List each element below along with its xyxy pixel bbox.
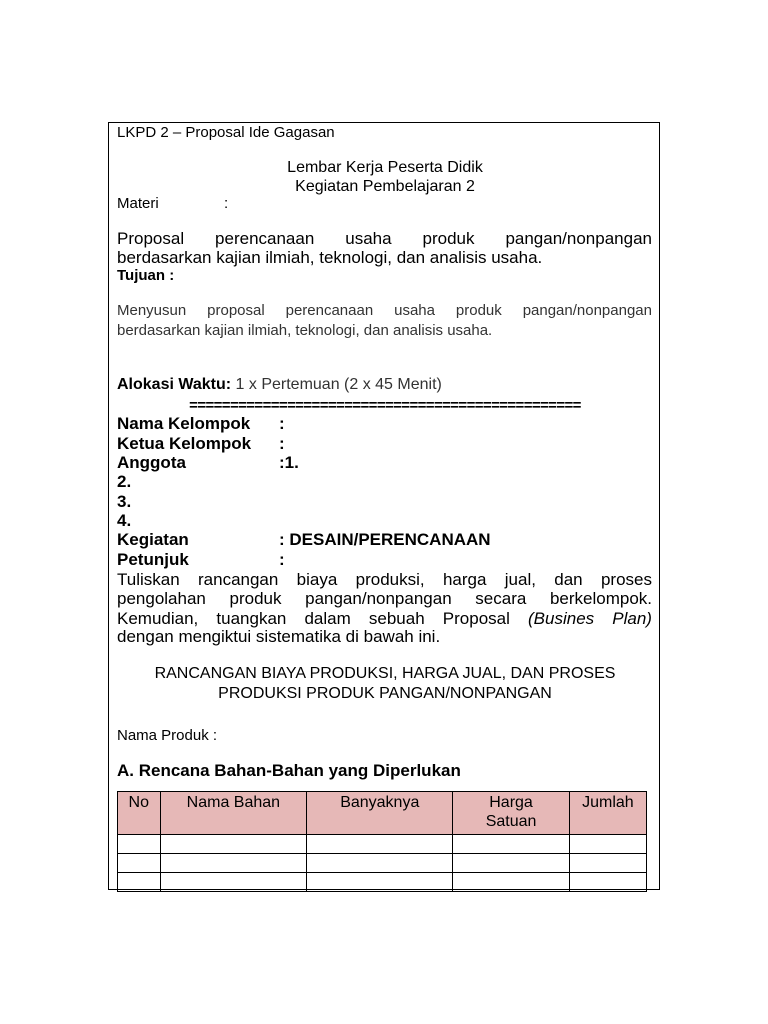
table-row xyxy=(118,853,647,872)
table-cell[interactable] xyxy=(160,853,307,872)
table-cell[interactable] xyxy=(569,853,646,872)
lkpd-title: LKPD 2 – Proposal Ide Gagasan xyxy=(117,124,335,141)
column-header-nama-bahan: Nama Bahan xyxy=(160,792,307,835)
table-cell[interactable] xyxy=(118,853,161,872)
alokasi-label: Alokasi Waktu: xyxy=(117,376,232,393)
busines-plan-italic: (Busines Plan) xyxy=(528,609,652,628)
petunjuk-label: Petunjuk xyxy=(117,550,189,569)
table-cell[interactable] xyxy=(453,853,569,872)
table-cell[interactable] xyxy=(160,834,307,853)
petunjuk-line-3: Kemudian, tuangkan dalam sebuah Proposal (Busines Plan) xyxy=(117,609,652,628)
table-cell[interactable] xyxy=(307,872,453,891)
anggota-item: 4. xyxy=(117,511,132,530)
petunjuk-line-4: dengan mengiktui sistematika di bawah ini. xyxy=(117,627,441,646)
tujuan-line-1: Menyusun proposal perencanaan usaha produk pangan/nonpangan xyxy=(117,302,652,319)
tujuan-label: Tujuan : xyxy=(117,267,175,284)
rancangan-heading-1: RANCANGAN BIAYA PRODUKSI, HARGA JUAL, DAN PROSES xyxy=(154,665,616,682)
table-cell[interactable] xyxy=(118,834,161,853)
harga-satuan-label: Harga Satuan xyxy=(485,794,537,830)
nama-produk-label xyxy=(117,728,217,743)
sheet-title: Lembar Kerja Peserta Didik xyxy=(287,159,483,176)
table-cell[interactable] xyxy=(307,834,453,853)
materi-label: Materi xyxy=(117,195,159,212)
separator-line: ================================================ xyxy=(189,397,581,414)
nama-produk-text: Nama Produk xyxy=(117,727,209,744)
nama-kelompok-label: Nama Kelompok xyxy=(117,414,251,433)
table-row xyxy=(118,872,647,891)
section-a-title: A. Rencana Bahan-Bahan yang Diperlukan xyxy=(117,761,461,780)
rancangan-heading-2: PRODUKSI PRODUK PANGAN/NONPANGAN xyxy=(218,685,552,702)
anggota-label: Anggota xyxy=(117,453,186,472)
anggota-item: 2. xyxy=(117,472,132,491)
tujuan-line-2: berdasarkan kajian ilmiah, teknologi, dan analisis usaha. xyxy=(117,322,493,339)
kegiatan-label: Kegiatan xyxy=(117,530,189,549)
materi-line-2: berdasarkan kajian ilmiah, teknologi, dan analisis usaha. xyxy=(117,248,543,267)
table-cell[interactable] xyxy=(569,872,646,891)
activity-title: Kegiatan Pembelajaran 2 xyxy=(295,178,475,195)
ketua-kelompok-colon: : xyxy=(279,434,285,453)
table-row xyxy=(118,834,647,853)
kegiatan-value: : DESAIN/PERENCANAAN xyxy=(279,530,491,549)
column-header-jumlah: Jumlah xyxy=(569,792,646,835)
petunjuk-colon: : xyxy=(279,550,285,569)
bahan-table xyxy=(117,791,647,892)
petunjuk-line-2: pengolahan produk pangan/nonpangan secara berkelompok. xyxy=(117,589,652,608)
petunjuk-line-1: Tuliskan rancangan biaya produksi, harga jual, dan proses xyxy=(117,570,652,589)
table-cell[interactable] xyxy=(453,834,569,853)
table-cell[interactable] xyxy=(569,834,646,853)
table-cell[interactable] xyxy=(307,853,453,872)
nama-kelompok-colon: : xyxy=(279,414,285,433)
nama-produk-colon: : xyxy=(212,727,218,744)
column-header-harga-satuan xyxy=(453,792,569,835)
column-header-no: No xyxy=(118,792,161,835)
ketua-kelompok-label: Ketua Kelompok xyxy=(117,434,252,453)
table-cell[interactable] xyxy=(160,872,307,891)
table-body xyxy=(118,834,647,891)
materi-colon: : xyxy=(224,195,229,212)
table-header-row xyxy=(118,792,647,835)
column-header-banyaknya: Banyaknya xyxy=(307,792,453,835)
anggota-item: 3. xyxy=(117,492,132,511)
table-cell[interactable] xyxy=(453,872,569,891)
worksheet-frame xyxy=(108,122,660,890)
table-cell[interactable] xyxy=(118,872,161,891)
alokasi-waktu xyxy=(117,377,442,393)
anggota-first: :1. xyxy=(279,453,299,472)
materi-line-1: Proposal perencanaan usaha produk pangan/nonpangan xyxy=(117,229,652,248)
alokasi-value: 1 x Pertemuan (2 x 45 Menit) xyxy=(231,376,442,393)
